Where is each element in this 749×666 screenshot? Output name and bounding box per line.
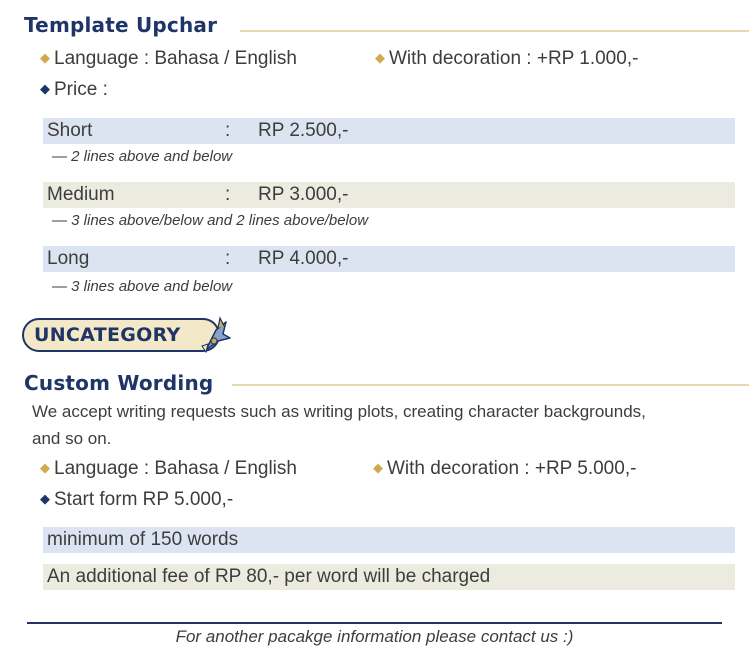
star-icon [196, 314, 234, 356]
uncategory-badge [22, 318, 220, 352]
price-row-price: RP 3.000,- [258, 184, 349, 205]
custom-language-item [40, 458, 297, 480]
template-language-label: Language : Bahasa / English [54, 48, 297, 69]
custom-language-label: Language : Bahasa / English [54, 458, 297, 479]
price-note-short: — 2 lines above and below [52, 148, 233, 165]
custom-description-line1: We accept writing requests such as writing plots, creating character backgrounds, [32, 402, 646, 421]
diamond-bullet-icon: ◆ [373, 460, 383, 475]
diamond-bullet-icon: ◆ [40, 491, 50, 506]
template-language-item [40, 48, 297, 70]
price-row-name: Short [47, 120, 93, 141]
additional-fee-label: An additional fee of RP 80,- per word will be charged [47, 566, 491, 587]
custom-wording-title: Custom Wording [24, 371, 214, 395]
custom-description-line2: and so on. [32, 429, 112, 448]
template-upchar-title: Template Upchar [24, 13, 218, 37]
custom-decoration-item [373, 458, 636, 480]
price-row-price: RP 2.500,- [258, 120, 349, 141]
diamond-bullet-icon: ◆ [40, 81, 50, 96]
diamond-bullet-icon: ◆ [40, 50, 50, 65]
price-row-long [43, 246, 735, 272]
footer-text: For another pacakge information please contact us :) [175, 627, 574, 646]
price-row-short [43, 118, 735, 144]
price-row-sep: : [225, 184, 231, 205]
minimum-words-label: minimum of 150 words [47, 529, 239, 550]
price-note-long: — 3 lines above and below [52, 278, 233, 295]
diamond-bullet-icon: ◆ [40, 460, 50, 475]
price-row-price: RP 4.000,- [258, 248, 349, 269]
diamond-bullet-icon: ◆ [375, 50, 385, 65]
title-rule [240, 30, 749, 32]
custom-start-label: Start form RP 5.000,- [54, 489, 234, 510]
additional-fee-row [43, 564, 735, 590]
template-decoration-item [375, 48, 638, 70]
price-row-medium [43, 182, 735, 208]
custom-decoration-label: With decoration : +RP 5.000,- [387, 458, 637, 479]
custom-title-rule [232, 384, 749, 386]
price-row-name: Medium [47, 184, 115, 205]
template-decoration-label: With decoration : +RP 1.000,- [389, 48, 639, 69]
minimum-words-row [43, 527, 735, 553]
price-row-sep: : [225, 120, 231, 141]
badge-label: UNCATEGORY [34, 324, 181, 346]
price-row-name: Long [47, 248, 90, 269]
footer-rule [27, 622, 722, 624]
custom-start-item [40, 489, 233, 511]
price-row-sep: : [225, 248, 231, 269]
template-price-label: Price : [54, 79, 108, 100]
template-price-item [40, 79, 108, 101]
price-note-medium: — 3 lines above/below and 2 lines above/below [52, 212, 369, 229]
